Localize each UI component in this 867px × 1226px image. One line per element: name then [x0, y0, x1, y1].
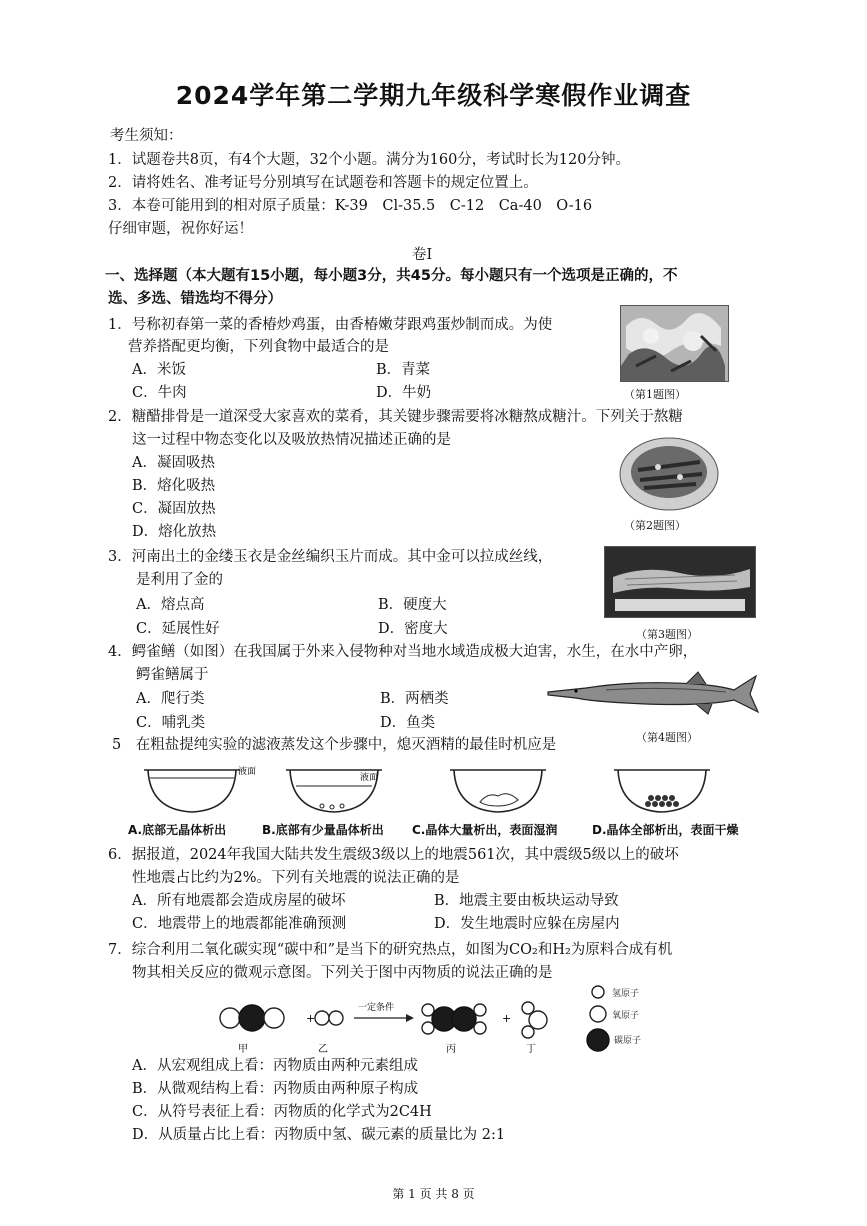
- page-footer: 第 1 页 共 8 页: [392, 1187, 475, 1201]
- q2-option-a: A．凝固吸热: [132, 455, 215, 471]
- q4-caption: （第4题图）: [636, 731, 698, 744]
- q5-option-a: A.底部无晶体析出: [128, 823, 227, 837]
- notice-line-3: 3．本卷可能用到的相对原子质量：K-39 Cl-35.5 C-12 Ca-40 O-16: [108, 198, 593, 214]
- q3-option-d: D．密度大: [378, 621, 448, 637]
- q5-stem: 5 在粗盐提纯实验的滤液蒸发这个步骤中，熄灭酒精的最佳时机应是: [112, 737, 557, 753]
- q5-evaporation-dishes: [110, 762, 770, 822]
- q3-option-b: B．硬度大: [378, 597, 447, 613]
- q4-option-b: B．两栖类: [380, 691, 449, 707]
- q7-condition: 一定条件: [358, 1003, 395, 1013]
- svg-text:+: +: [306, 1012, 316, 1025]
- q3-option-a: A．熔点高: [136, 597, 205, 613]
- q4-option-a: A．爬行类: [136, 691, 205, 707]
- svg-text:+: +: [502, 1012, 512, 1025]
- q2-option-b: B．熔化吸热: [132, 478, 216, 494]
- notice-wish: 仔细审题，祝你好运！: [108, 221, 253, 237]
- q4-option-c: C．哺乳类: [136, 715, 206, 731]
- q4-option-d: D．鱼类: [380, 715, 436, 731]
- legend-hydrogen: 氢原子: [612, 989, 640, 999]
- q1-option-a: A．米饭: [132, 362, 186, 378]
- q6-stem-2: 性地震占比约为2%。下列有关地震的说法正确的是: [132, 870, 460, 886]
- q7-option-a: A．从宏观组成上看：丙物质由两种元素组成: [132, 1058, 418, 1074]
- q7-label-bing: 丙: [446, 1044, 456, 1055]
- q6-option-d: D．发生地震时应躲在房屋内: [434, 916, 620, 932]
- q6-option-c: C．地震带上的地震都能准确预测: [132, 916, 347, 932]
- q2-photo-ribs: [618, 432, 720, 512]
- q7-option-d: D．从质量占比上看：丙物质中氢、碳元素的质量比为 2:1: [132, 1127, 506, 1143]
- q1-option-d: D．牛奶: [376, 385, 432, 401]
- q3-stem-2: 是利用了金的: [136, 572, 223, 588]
- q3-photo-jade-suit: [604, 546, 756, 618]
- q5-option-c: C.晶体大量析出，表面湿润: [412, 823, 558, 837]
- q6-option-a: A．所有地震都会造成房屋的破坏: [132, 893, 346, 909]
- q7-stem-2: 物其相关反应的微观示意图。下列关于图中丙物质的说法正确的是: [132, 965, 553, 981]
- q1-stem-1: 1．号称初春第一菜的香椿炒鸡蛋，由香椿嫩芽跟鸡蛋炒制而成。为使: [108, 317, 553, 333]
- q3-option-c: C．延展性好: [136, 621, 220, 637]
- q7-label-ding: 丁: [526, 1044, 536, 1055]
- q5-option-d: D.晶体全部析出，表面干燥: [592, 823, 739, 837]
- q1-photo-toon-egg: [620, 305, 729, 382]
- q6-stem-1: 6．据报道，2024年我国大陆共发生震级3级以上的地震561次，其中震级5级以上的破坏: [108, 847, 679, 863]
- q1-option-b: B．青菜: [376, 362, 431, 378]
- q2-stem-2: 这一过程中物态变化以及吸放热情况描述正确的是: [132, 432, 451, 448]
- q5-option-b: B.底部有少量晶体析出: [262, 823, 384, 837]
- q7-option-c: C．从符号表征上看：丙物质的化学式为2C4H: [132, 1104, 432, 1120]
- page-title: 2024学年第二学期九年级科学寒假作业调查: [175, 81, 692, 110]
- q2-stem-1: 2．糖醋排骨是一道深受大家喜欢的菜肴，其关键步骤需要将冰糖熬成糖汁。下列关于熬糖: [108, 409, 683, 425]
- section-heading-1: 一、选择题（本大题有15小题，每小题3分，共45分。每小题只有一个选项是正确的，不: [105, 268, 678, 284]
- q5-liquid-label-a: 液面: [238, 767, 257, 777]
- q1-caption: （第1题图）: [624, 388, 686, 401]
- q2-option-c: C．凝固放热: [132, 501, 216, 517]
- q4-fish-illustration: [546, 668, 762, 718]
- q2-option-d: D．熔化放热: [132, 524, 217, 540]
- legend-oxygen: 氧原子: [612, 1011, 640, 1021]
- q1-option-c: C．牛肉: [132, 385, 187, 401]
- q5-liquid-label-b: 液面: [360, 773, 379, 783]
- section-heading-2: 选、多选、错选均不得分）: [108, 291, 282, 307]
- q6-option-b: B．地震主要由板块运动导致: [434, 893, 619, 909]
- q2-caption: （第2题图）: [624, 519, 686, 532]
- notice-line-2: 2．请将姓名、准考证号分别填写在试题卷和答题卡的规定位置上。: [108, 175, 538, 191]
- q4-stem-2: 鳄雀鳝属于: [136, 667, 209, 683]
- q7-reaction-diagram: [210, 980, 670, 1058]
- q7-label-jia: 甲: [238, 1044, 248, 1055]
- q7-label-yi: 乙: [318, 1044, 328, 1055]
- q4-stem-1: 4．鳄雀鳝（如图）在我国属于外来入侵物种对当地水域造成极大迫害，水生，在水中产卵，: [108, 644, 698, 660]
- q1-stem-2: 营养搭配更均衡，下列食物中最适合的是: [128, 339, 389, 355]
- notice-line-1: 1．试题卷共8页，有4个大题，32个小题。满分为160分，考试时长为120分钟。: [108, 152, 630, 168]
- q7-stem-1: 7．综合利用二氧化碳实现“碳中和”是当下的研究热点，如图为CO₂和H₂为原料合成有机: [108, 942, 673, 958]
- q3-caption: （第3题图）: [636, 628, 698, 641]
- volume-label: 卷Ⅰ: [412, 247, 433, 263]
- notice-heading: 考生须知：: [110, 128, 183, 144]
- q3-stem-1: 3．河南出土的金缕玉衣是金丝编织玉片而成。其中金可以拉成丝线，: [108, 549, 553, 565]
- q7-option-b: B．从微观结构上看：丙物质由两种原子构成: [132, 1081, 419, 1097]
- legend-carbon: 碳原子: [614, 1036, 642, 1046]
